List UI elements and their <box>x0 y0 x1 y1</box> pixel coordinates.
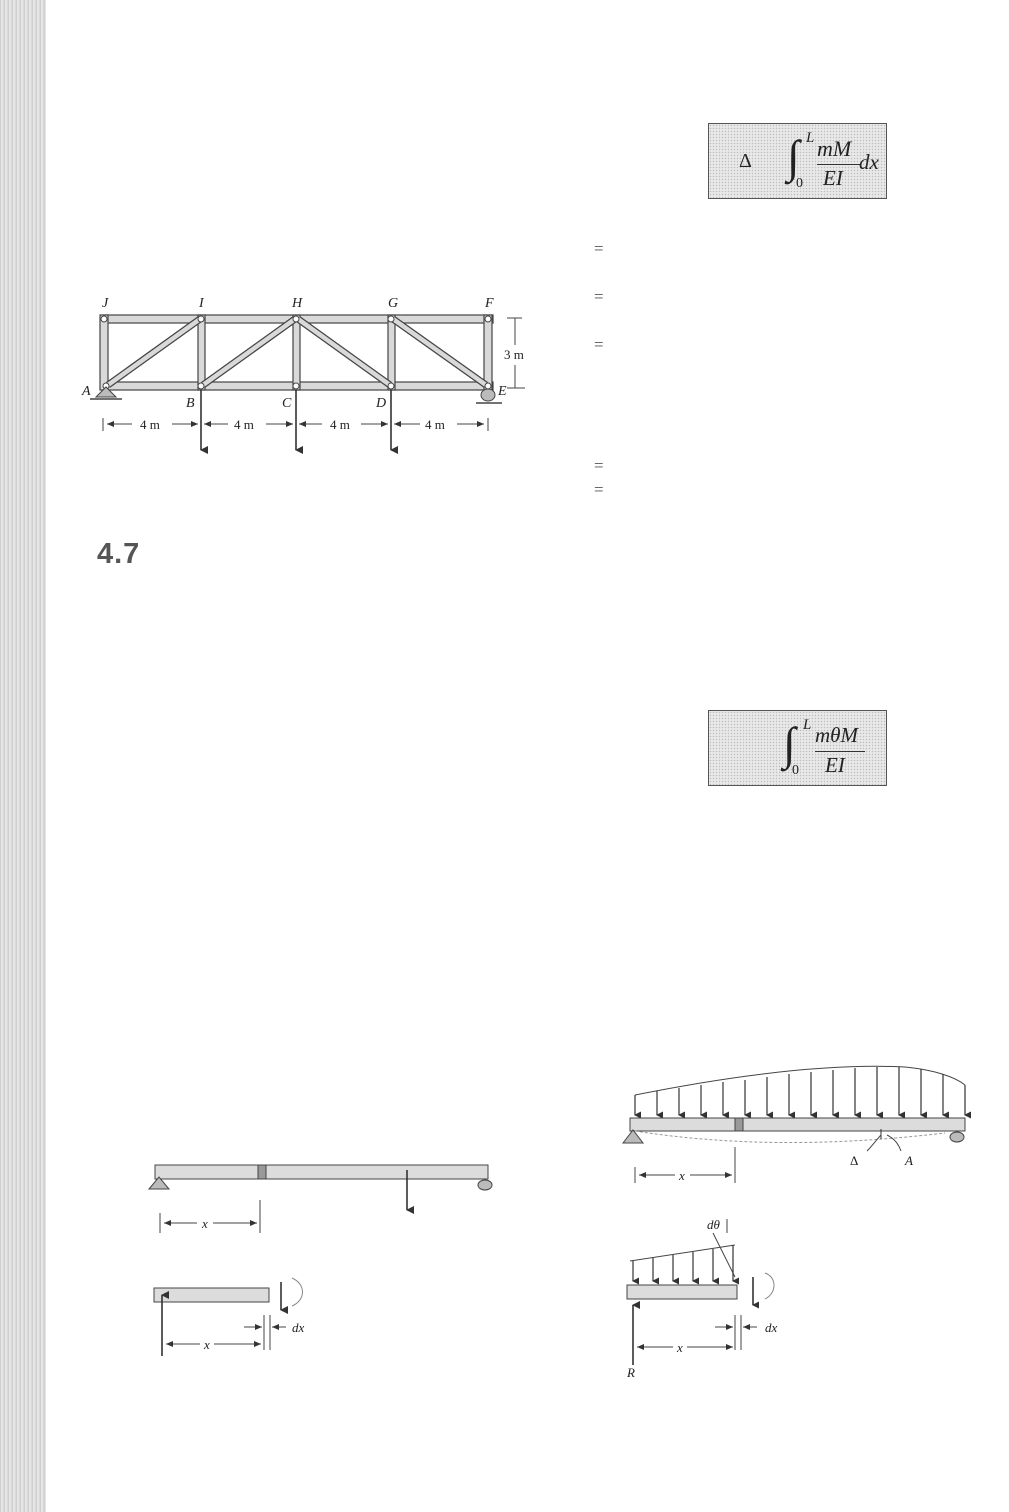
beam-left-x-label-2: x <box>204 1337 210 1352</box>
vertical-CH <box>293 315 300 390</box>
joint-label-H: H <box>292 296 303 311</box>
spacing-label-3: 4 m <box>330 417 350 432</box>
dtheta-label: dθ <box>707 1217 720 1232</box>
formula2-denominator: EI <box>825 753 845 777</box>
formula-delta: Δ <box>739 150 752 172</box>
formula-upper-limit: L <box>806 130 815 146</box>
integral-sign-icon: ∫ <box>787 131 800 182</box>
point-A-label: A <box>905 1153 913 1168</box>
truss-figure <box>70 285 540 465</box>
beam-right-x-label-2: x <box>677 1340 683 1355</box>
joint-label-F: F <box>485 296 494 311</box>
fraction-bar <box>815 751 865 752</box>
truss-height-label: 3 m <box>504 347 524 362</box>
joint-label-E: E <box>498 384 507 399</box>
beam-body <box>155 1165 488 1179</box>
spacing-label-1: 4 m <box>140 417 160 432</box>
joint-label-I: I <box>199 296 204 311</box>
equals-sign-2: = <box>594 287 604 306</box>
beam-right-dx-label: dx <box>765 1320 778 1335</box>
joint-label-A: A <box>82 384 91 399</box>
joint-label-D: D <box>376 396 387 411</box>
vertical-BI <box>198 315 205 390</box>
beam-left-segment-figure <box>140 1270 330 1360</box>
vertical-EF <box>484 315 492 390</box>
beam-right-segment-figure <box>605 1215 825 1380</box>
spacing-label-2: 4 m <box>234 417 254 432</box>
roller-support-icon <box>478 1180 492 1190</box>
vertical-AJ <box>100 315 108 390</box>
formula-denominator: EI <box>823 166 843 190</box>
formula2-numerator: mθM <box>815 723 858 747</box>
beam-right-x-label: x <box>679 1168 685 1183</box>
joint-label-B: B <box>186 396 195 411</box>
reaction-R-label: R <box>627 1365 635 1380</box>
beam-distributed-load-figure <box>605 1055 1000 1185</box>
beam-body <box>630 1118 965 1131</box>
beam-point-load-figure <box>125 1155 525 1240</box>
joint-label-J: J <box>102 296 109 311</box>
roller-support-icon <box>950 1132 964 1142</box>
equals-sign-3: = <box>594 335 604 354</box>
formula-box-deflection <box>708 123 887 199</box>
fraction-bar <box>817 164 861 165</box>
equals-sign-1: = <box>594 239 604 258</box>
integral-sign-icon: ∫ <box>783 718 796 769</box>
equals-sign-5: = <box>594 480 604 499</box>
vertical-DG <box>388 315 395 390</box>
deflection-delta-label: Δ <box>850 1153 859 1168</box>
roller-support-icon <box>481 389 495 401</box>
page-spine-shadow <box>0 0 46 1512</box>
section-number: 4.7 <box>97 538 141 570</box>
formula-lower-limit: 0 <box>796 176 803 191</box>
formula-differential: dx <box>859 150 879 174</box>
formula2-lower-limit: 0 <box>792 763 799 778</box>
equals-sign-4: = <box>594 456 604 475</box>
formula-box-slope <box>708 710 887 786</box>
beam-left-x-label: x <box>202 1216 208 1231</box>
beam-left-dx-label: dx <box>292 1320 305 1335</box>
formula2-upper-limit: L <box>803 717 812 733</box>
joint-label-G: G <box>388 296 399 311</box>
spacing-label-4: 4 m <box>425 417 445 432</box>
load-curve <box>635 1066 965 1095</box>
joint-label-C: C <box>282 396 292 411</box>
formula-numerator: mM <box>817 136 852 161</box>
